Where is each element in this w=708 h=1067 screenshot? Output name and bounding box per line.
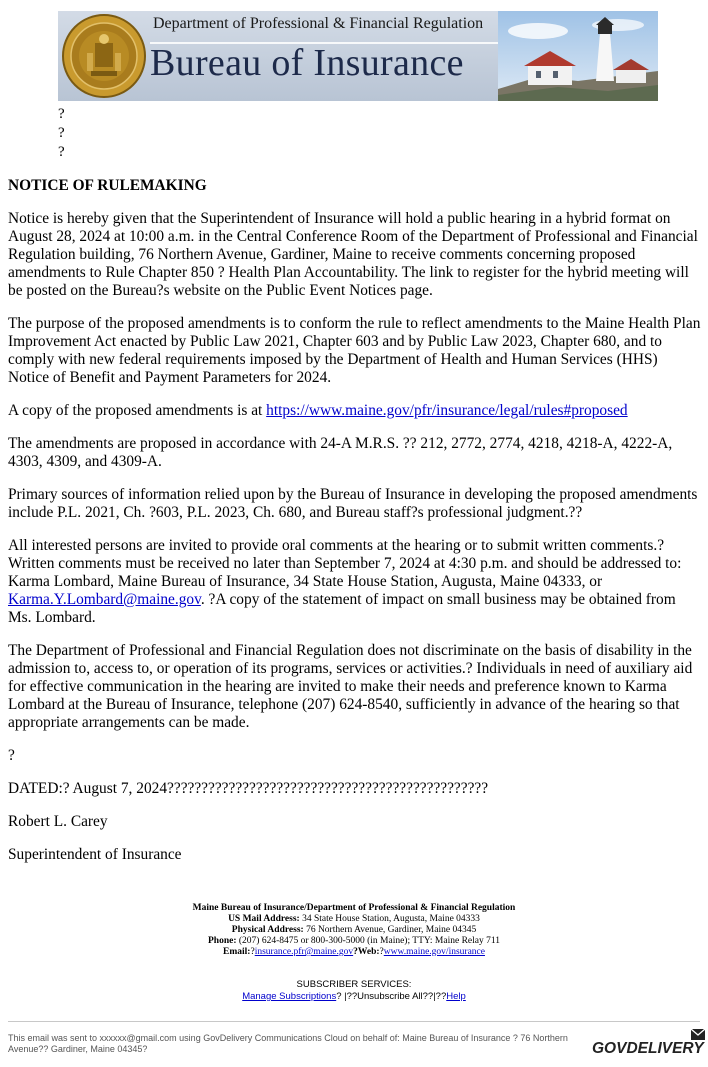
department-name: Department of Professional & Financial Regulation [153, 15, 484, 32]
signer-name: Robert L. Carey [8, 813, 108, 830]
copy-text: A copy of the proposed amendments is at [8, 402, 267, 419]
dated-line: DATED:? August 7, 2024??????????????????????????????????????????????? [8, 780, 489, 797]
footer-org: Maine Bureau of Insurance/Department of Professional & Financial Regulation [192, 903, 516, 913]
placeholder-char: ? [58, 144, 65, 160]
notice-title: NOTICE OF RULEMAKING [8, 177, 207, 194]
unsubscribe-text: ? |??Unsubscribe All??|?? [336, 991, 447, 1002]
paragraph-comments [8, 537, 702, 627]
signer-title: Superintendent of Insurance [8, 846, 182, 863]
comments-text: All interested persons are invited to provide oral comments at the hearing or to submit written comments.? Written comments must be received no later than September 7, 2024 at 4:30 p.m. and should be addressed to: Karma Lombard, Maine Bureau of Insurance, 34 State House Station, Augusta, Maine 04333, or [8, 537, 682, 590]
subscriber-services [0, 979, 708, 1003]
header-banner [58, 11, 658, 101]
govdelivery-wordmark: GOVDELIVERY [592, 1040, 704, 1057]
paragraph-sources: Primary sources of information relied upon by the Bureau of Insurance in developing the proposed amendments include P.L. 2021, Ch. ?603, P.L. 2023, Ch. 680, and Bureau staff?s professional judgment.?? [8, 486, 698, 521]
placeholder-char: ? [58, 106, 65, 122]
footer-divider [8, 1021, 700, 1022]
manage-subscriptions-link[interactable]: Manage Subscriptions [242, 991, 337, 1002]
footer-web-link[interactable]: www.maine.gov/insurance [383, 947, 485, 957]
comments-suffix: . ?A copy of the statement of impact on small business may be obtained from Ms. Lombard. [8, 591, 676, 626]
proposed-rules-link[interactable]: https://www.maine.gov/pfr/insurance/legal/rules#proposed [266, 402, 628, 419]
paragraph-nondiscrimination: The Department of Professional and Financial Regulation does not discriminate on the basis of disability in the admission to, access to, or operation of its programs, services or activities.? Individuals in need of auxiliary aid for effective communication in the hearing are invited to make their needs and preference known to Karma Lombard at the Bureau of Insurance, telephone (207) 624-8540, sufficiently in advance of the hearing so that appropriate arrangements can be made. [8, 642, 693, 731]
subscriber-links [0, 991, 708, 1003]
footer-physical: Physical Address: 76 Northern Avenue, Gardiner, Maine 04345 [231, 925, 477, 935]
subscriber-heading: SUBSCRIBER SERVICES: [296, 979, 412, 990]
paragraph-copy [8, 402, 702, 420]
paragraph-purpose: The purpose of the proposed amendments is to conform the rule to reflect amendments to the Maine Health Plan Improvement Act enacted by Public Law 2021, Chapter 603 and by Public Law 2023, Chapter 680, and to comply with new federal requirements imposed by the Department of Health and Human Services (HHS) Notice of Benefit and Payment Parameters for 2024. [8, 315, 701, 386]
placeholder-char: ? [58, 125, 65, 141]
footer-email-link[interactable]: insurance.pfr@maine.gov [254, 947, 354, 957]
contact-email-link[interactable]: Karma.Y.Lombard@maine.gov [8, 591, 201, 608]
footer-mail: US Mail Address: 34 State House Station, Augusta, Maine 04333 [228, 914, 480, 924]
notice-body [8, 177, 702, 879]
help-link[interactable]: Help [446, 991, 466, 1002]
paragraph-blank: ? [8, 747, 15, 764]
maine-state-seal-icon [61, 13, 147, 99]
footer-phone: Phone: (207) 624-8475 or 800-300-5000 (in Maine); TTY: Maine Relay 711 [208, 936, 500, 946]
govdelivery-note: This email was sent to xxxxxx@gmail.com using GovDelivery Communications Cloud on behalf of: Maine Bureau of Insurance ? 76 Northern Avenue?? Gardiner, Maine 04345? [8, 1033, 568, 1054]
lighthouse-scene-icon [498, 11, 658, 101]
paragraph-authority: The amendments are proposed in accordance with 24-A M.R.S. ?? 212, 2772, 2774, 4218, 4218-A, 4222-A, 4303, 4309, and 4309-A. [8, 435, 673, 470]
footer-contact: Email:?insurance.pfr@maine.gov?Web:?www.maine.gov/insurance [223, 947, 485, 957]
agency-footer [0, 903, 708, 958]
bureau-name: Bureau of Insurance [150, 42, 464, 84]
govdelivery-logo [592, 1028, 708, 1058]
paragraph-hearing: Notice is hereby given that the Superintendent of Insurance will hold a public hearing in a hybrid format on August 28, 2024 at 10:00 a.m. in the Central Conference Room of the Department of Professional and Financial Regulation building, 76 Northern Avenue, Gardiner, Maine to receive comments concerning proposed amendments to Rule Chapter 850 ? Health Plan Accountability. The link to register for the hybrid meeting will be posted on the Bureau?s website on the Public Event Notices page. [8, 210, 698, 299]
